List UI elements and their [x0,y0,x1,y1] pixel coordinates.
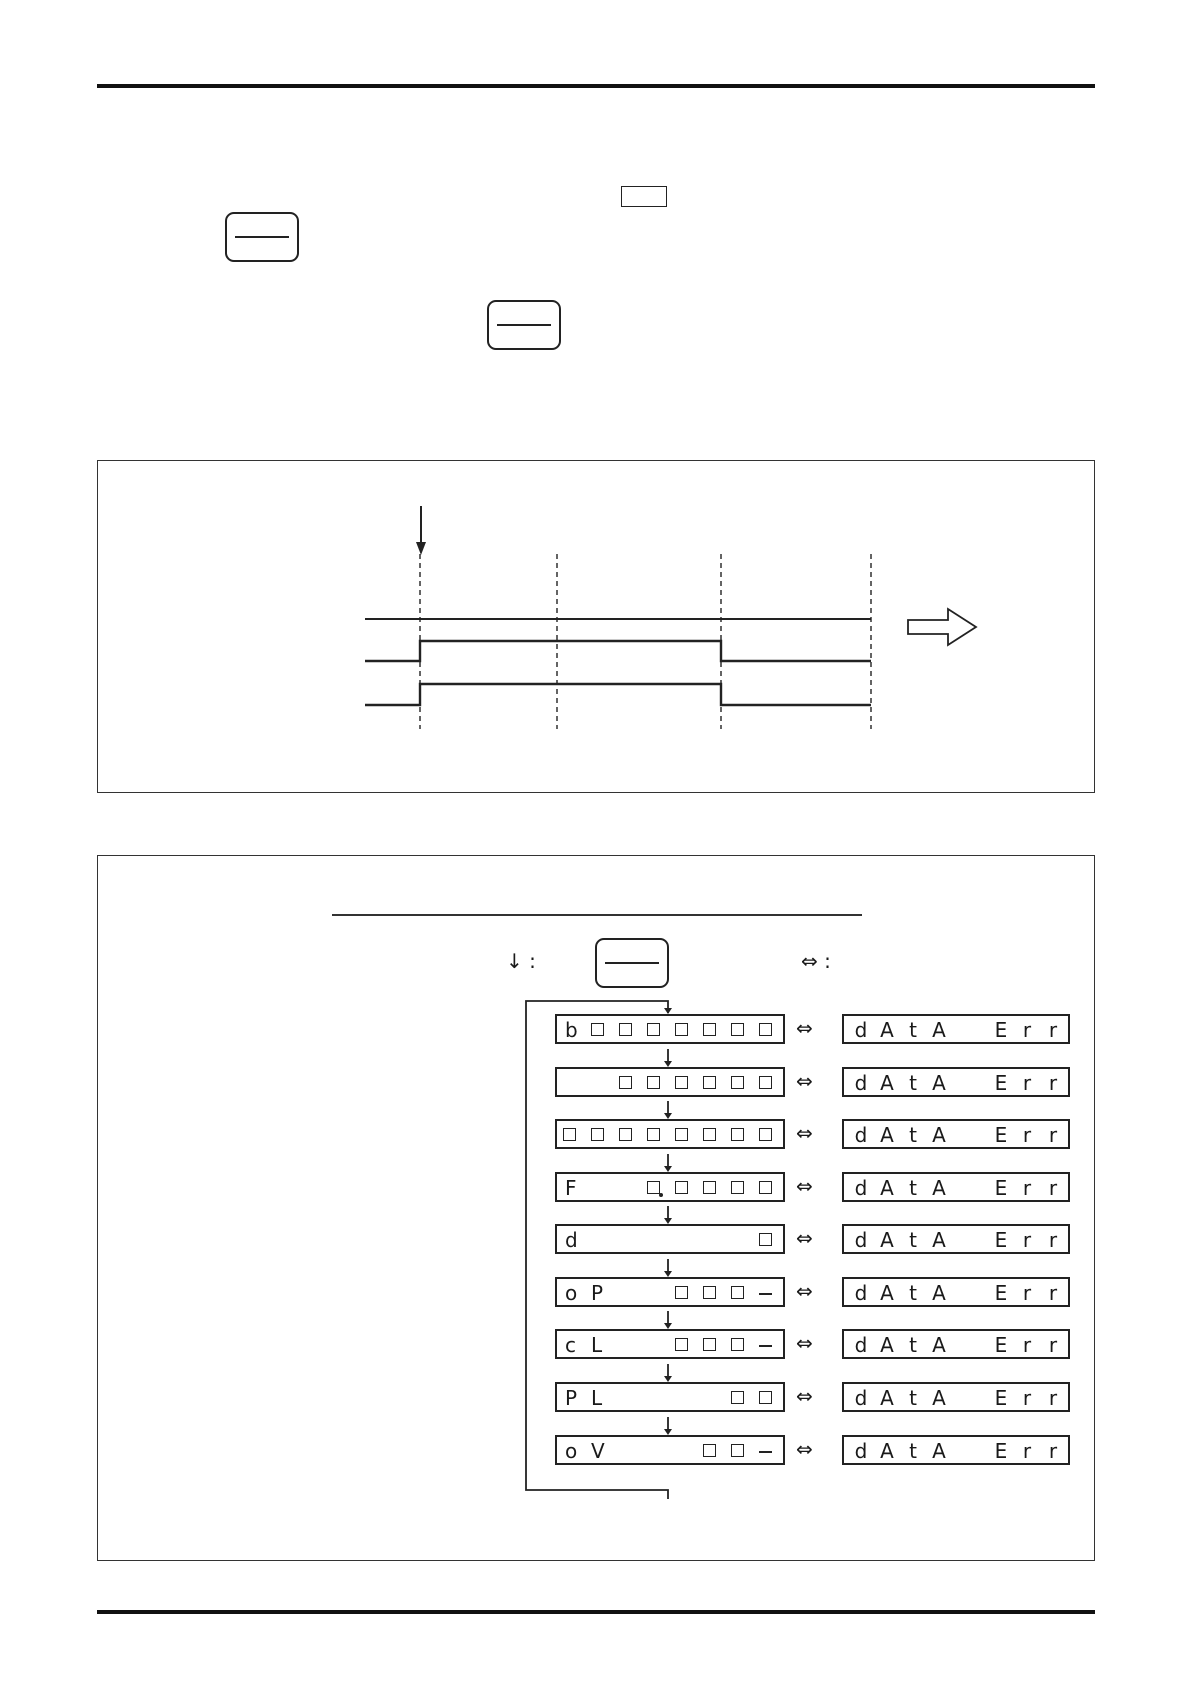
error-message-char: E [994,1386,1008,1410]
digit-placeholder [759,1391,772,1404]
minus-sign [759,1451,772,1453]
next-arrow-icon [908,609,976,645]
signal-line-2 [365,641,871,661]
digit-placeholder [703,1181,716,1194]
alternate-display-icon: ⇔ [796,1069,813,1093]
error-message [850,1386,1064,1410]
error-message-char: r [1022,1018,1032,1042]
error-message-char: A [932,1281,946,1305]
error-message-char: r [1048,1123,1058,1147]
trigger-arrowhead [416,542,426,555]
digit-placeholder [731,1286,744,1299]
inline-key-box [621,186,667,207]
parameter-display-cell [555,1067,785,1097]
error-message-char: r [1022,1176,1032,1200]
error-message-char: d [854,1281,868,1305]
error-message-char: t [909,1333,917,1357]
keycap-icon [225,212,299,262]
digit-placeholder [563,1128,576,1141]
digit-placeholder [759,1023,772,1036]
display-prefix-char: V [591,1439,605,1463]
error-message-char: r [1022,1123,1032,1147]
error-message [850,1228,1064,1252]
digit-placeholder [731,1338,744,1351]
digit-placeholder [675,1338,688,1351]
error-message-char: A [880,1333,894,1357]
error-message-char: r [1048,1333,1058,1357]
error-message-char: t [909,1228,917,1252]
signal-line-3 [365,684,871,705]
error-message-char: t [909,1176,917,1200]
error-message-char: r [1048,1228,1058,1252]
error-message-char: E [994,1176,1008,1200]
error-message-char: E [994,1281,1008,1305]
error-message-char: A [880,1018,894,1042]
alternate-display-icon: ⇔ [796,1174,813,1198]
display-prefix-char: L [591,1333,603,1357]
digit-placeholder [675,1076,688,1089]
error-message-char: r [1022,1333,1032,1357]
digit-placeholder [731,1181,744,1194]
error-message-char: A [932,1123,946,1147]
digit-placeholder [703,1444,716,1457]
display-prefix-char: o [565,1281,578,1305]
error-message-char: E [994,1018,1008,1042]
error-message-char: r [1022,1228,1032,1252]
error-message [850,1071,1064,1095]
parameter-display-cell [555,1224,785,1254]
error-message-char: A [932,1386,946,1410]
error-message-char: r [1022,1439,1032,1463]
error-display-cell [842,1119,1070,1149]
display-prefix-char: o [565,1439,578,1463]
digit-placeholder [731,1023,744,1036]
error-message-char: A [880,1123,894,1147]
digit-placeholder [703,1076,716,1089]
parameter-display-cell [555,1435,785,1465]
error-message-char: E [994,1439,1008,1463]
digit-placeholder [703,1286,716,1299]
digit-placeholder [759,1076,772,1089]
error-message-char: t [909,1123,917,1147]
parameter-display-cell [555,1329,785,1359]
keycap-icon [487,300,561,350]
display-prefix-char: P [565,1386,578,1410]
parameter-display-cell [555,1172,785,1202]
error-message-char: A [880,1176,894,1200]
alternate-display-legend: ⇔ : [801,949,831,973]
digit-placeholder [703,1023,716,1036]
alternate-display-icon: ⇔ [796,1016,813,1040]
error-message-char: A [932,1439,946,1463]
error-message-char: d [854,1439,868,1463]
minus-sign [759,1345,772,1347]
error-message-char: d [854,1386,868,1410]
footer-rule [97,1610,1095,1614]
error-message-char: A [932,1228,946,1252]
error-message-char: d [854,1228,868,1252]
digit-placeholder [731,1444,744,1457]
timing-diagram [98,461,1094,792]
digit-placeholder [647,1023,660,1036]
error-message [850,1123,1064,1147]
error-message-char: r [1048,1018,1058,1042]
alternate-display-icon: ⇔ [796,1384,813,1408]
error-display-cell [842,1224,1070,1254]
error-message-char: A [880,1228,894,1252]
error-message-char: A [932,1333,946,1357]
error-message-char: d [854,1018,868,1042]
digit-placeholder [619,1023,632,1036]
parameter-display-cell [555,1382,785,1412]
error-display-cell [842,1277,1070,1307]
error-message [850,1176,1064,1200]
error-display-cell [842,1435,1070,1465]
digit-placeholder [675,1181,688,1194]
error-message-char: A [932,1071,946,1095]
error-message-char: E [994,1071,1008,1095]
error-message [850,1281,1064,1305]
parameter-display-cell [555,1014,785,1044]
error-message-char: d [854,1123,868,1147]
digit-placeholder [675,1286,688,1299]
error-message [850,1333,1064,1357]
error-message [850,1439,1064,1463]
error-message-char: r [1048,1439,1058,1463]
digit-placeholder [759,1233,772,1246]
display-prefix-char: d [565,1228,578,1252]
error-message-char: A [880,1439,894,1463]
error-message-char: d [854,1071,868,1095]
display-prefix-char: c [565,1333,576,1357]
error-message-char: r [1048,1281,1058,1305]
error-display-cell [842,1014,1070,1044]
error-message-char: t [909,1281,917,1305]
digit-placeholder [591,1128,604,1141]
alternate-display-icon: ⇔ [796,1279,813,1303]
error-message-char: r [1048,1386,1058,1410]
error-display-cell [842,1329,1070,1359]
digit-placeholder [759,1128,772,1141]
error-message-char: r [1048,1176,1058,1200]
alternate-display-icon: ⇔ [796,1331,813,1355]
error-message-char: E [994,1123,1008,1147]
error-message-char: r [1022,1281,1032,1305]
alternate-display-icon: ⇔ [796,1226,813,1250]
digit-placeholder [731,1076,744,1089]
error-message-char: t [909,1071,917,1095]
error-message-char: t [909,1386,917,1410]
digit-placeholder [675,1128,688,1141]
error-message-char: r [1048,1071,1058,1095]
error-message-char: E [994,1333,1008,1357]
digit-placeholder [619,1076,632,1089]
error-flow-panel [97,855,1095,1561]
error-message-char: A [932,1018,946,1042]
digit-placeholder [703,1338,716,1351]
digit-placeholder [759,1181,772,1194]
parameter-display-cell [555,1277,785,1307]
decimal-point [659,1193,663,1197]
error-message-char: A [880,1386,894,1410]
digit-placeholder [647,1128,660,1141]
display-prefix-char: b [565,1018,578,1042]
error-message-char: d [854,1176,868,1200]
display-prefix-char: F [565,1176,577,1200]
alternate-display-icon: ⇔ [796,1437,813,1461]
digit-placeholder [591,1023,604,1036]
error-message-char: r [1022,1386,1032,1410]
error-message-char: d [854,1333,868,1357]
error-message-char: t [909,1018,917,1042]
alternate-display-icon: ⇔ [796,1121,813,1145]
digit-placeholder [647,1181,660,1194]
error-message-char: E [994,1228,1008,1252]
error-message [850,1018,1064,1042]
flow-arrow-legend: ↓ : [506,949,536,973]
digit-placeholder [675,1023,688,1036]
error-message-char: A [880,1281,894,1305]
digit-placeholder [731,1391,744,1404]
minus-sign [759,1293,772,1295]
error-message-char: t [909,1439,917,1463]
error-display-cell [842,1172,1070,1202]
error-display-cell [842,1382,1070,1412]
parameter-display-cell [555,1119,785,1149]
display-prefix-char: P [591,1281,604,1305]
error-message-char: A [932,1176,946,1200]
digit-placeholder [619,1128,632,1141]
display-prefix-char: L [591,1386,603,1410]
digit-placeholder [703,1128,716,1141]
error-message-char: A [880,1071,894,1095]
digit-placeholder [647,1076,660,1089]
error-message-char: r [1022,1071,1032,1095]
header-rule [97,84,1095,88]
error-display-cell [842,1067,1070,1097]
timing-diagram-panel [97,460,1095,793]
digit-placeholder [731,1128,744,1141]
